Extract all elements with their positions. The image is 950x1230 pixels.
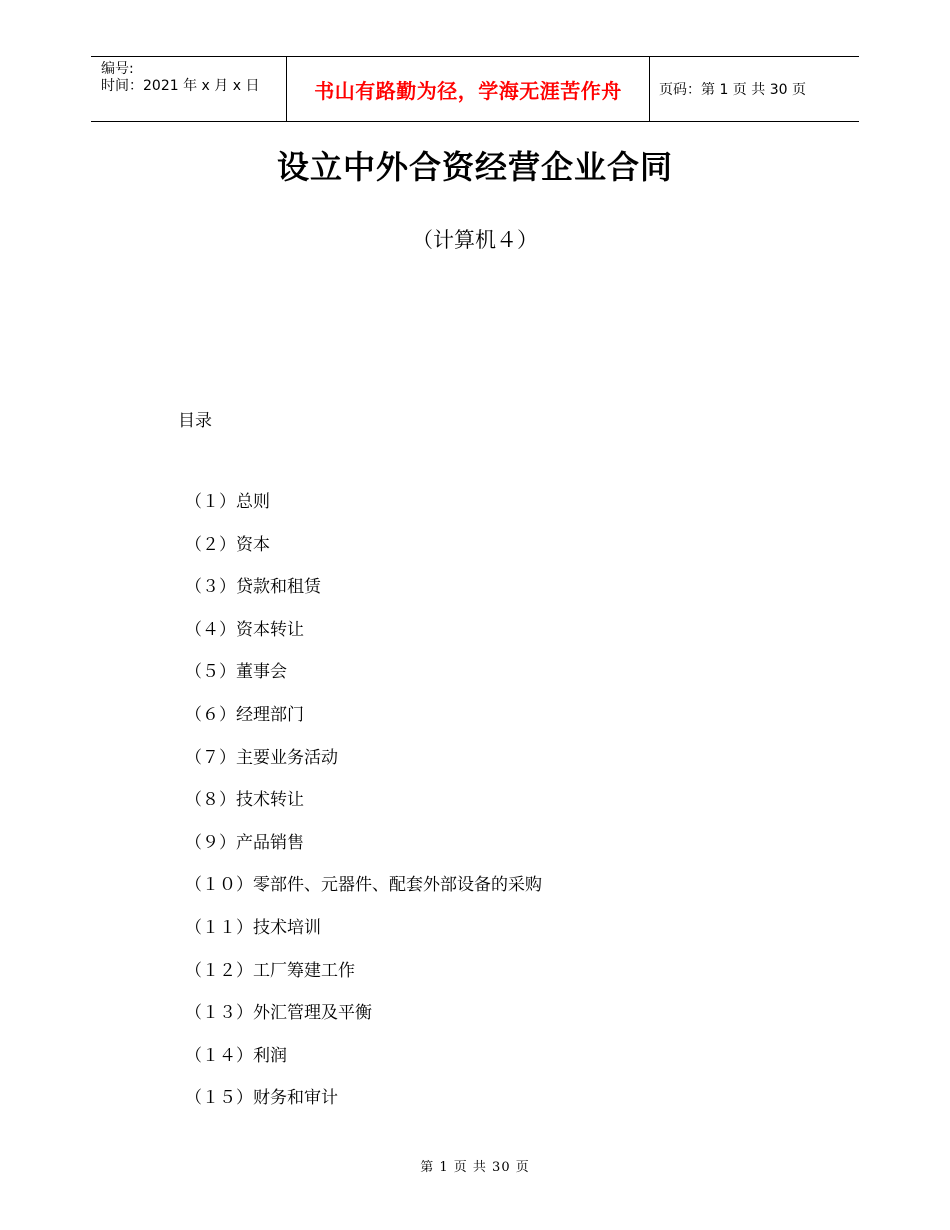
document-header — [91, 56, 859, 122]
toc-item: （６）经理部门 — [185, 704, 304, 725]
toc-item: （１０）零部件、元器件、配套外部设备的采购 — [185, 875, 542, 896]
header-motto-cell — [287, 57, 650, 121]
header-page-info-cell — [650, 57, 859, 121]
toc-item: （５）董事会 — [185, 662, 287, 683]
toc-item: （１３）外汇管理及平衡 — [185, 1003, 372, 1024]
toc-item: （１）总则 — [185, 492, 270, 512]
toc-item: （８）技术转让 — [185, 790, 304, 811]
toc-item: （４）资本转让 — [185, 619, 304, 640]
toc-list — [185, 490, 542, 1129]
number-label: 编号: — [101, 61, 134, 77]
time-label: 时间：2021 年 x 月 x 日 — [101, 78, 260, 94]
toc-item: （９）产品销售 — [185, 832, 304, 853]
document-title: 设立中外合资经营企业合同 — [276, 148, 673, 186]
motto-text: 书山有路勤为径，学海无涯苦作舟 — [314, 78, 622, 103]
toc-item: （２）资本 — [185, 534, 270, 555]
toc-item: （１５）财务和审计 — [185, 1088, 338, 1109]
document-subtitle: （计算机４） — [412, 228, 538, 252]
toc-item: （７）主要业务活动 — [185, 747, 338, 768]
header-meta — [91, 57, 287, 121]
toc-item: （３）贷款和租赁 — [185, 577, 321, 598]
toc-item: （１２）工厂筹建工作 — [185, 960, 355, 981]
page-footer: 第 1 页 共 30 页 — [420, 1160, 530, 1175]
toc-item: （１４）利润 — [185, 1045, 287, 1066]
toc-heading: 目录 — [178, 411, 212, 431]
toc-item: （１１）技术培训 — [185, 917, 321, 938]
page-info: 页码：第 1 页 共 30 页 — [659, 82, 806, 98]
